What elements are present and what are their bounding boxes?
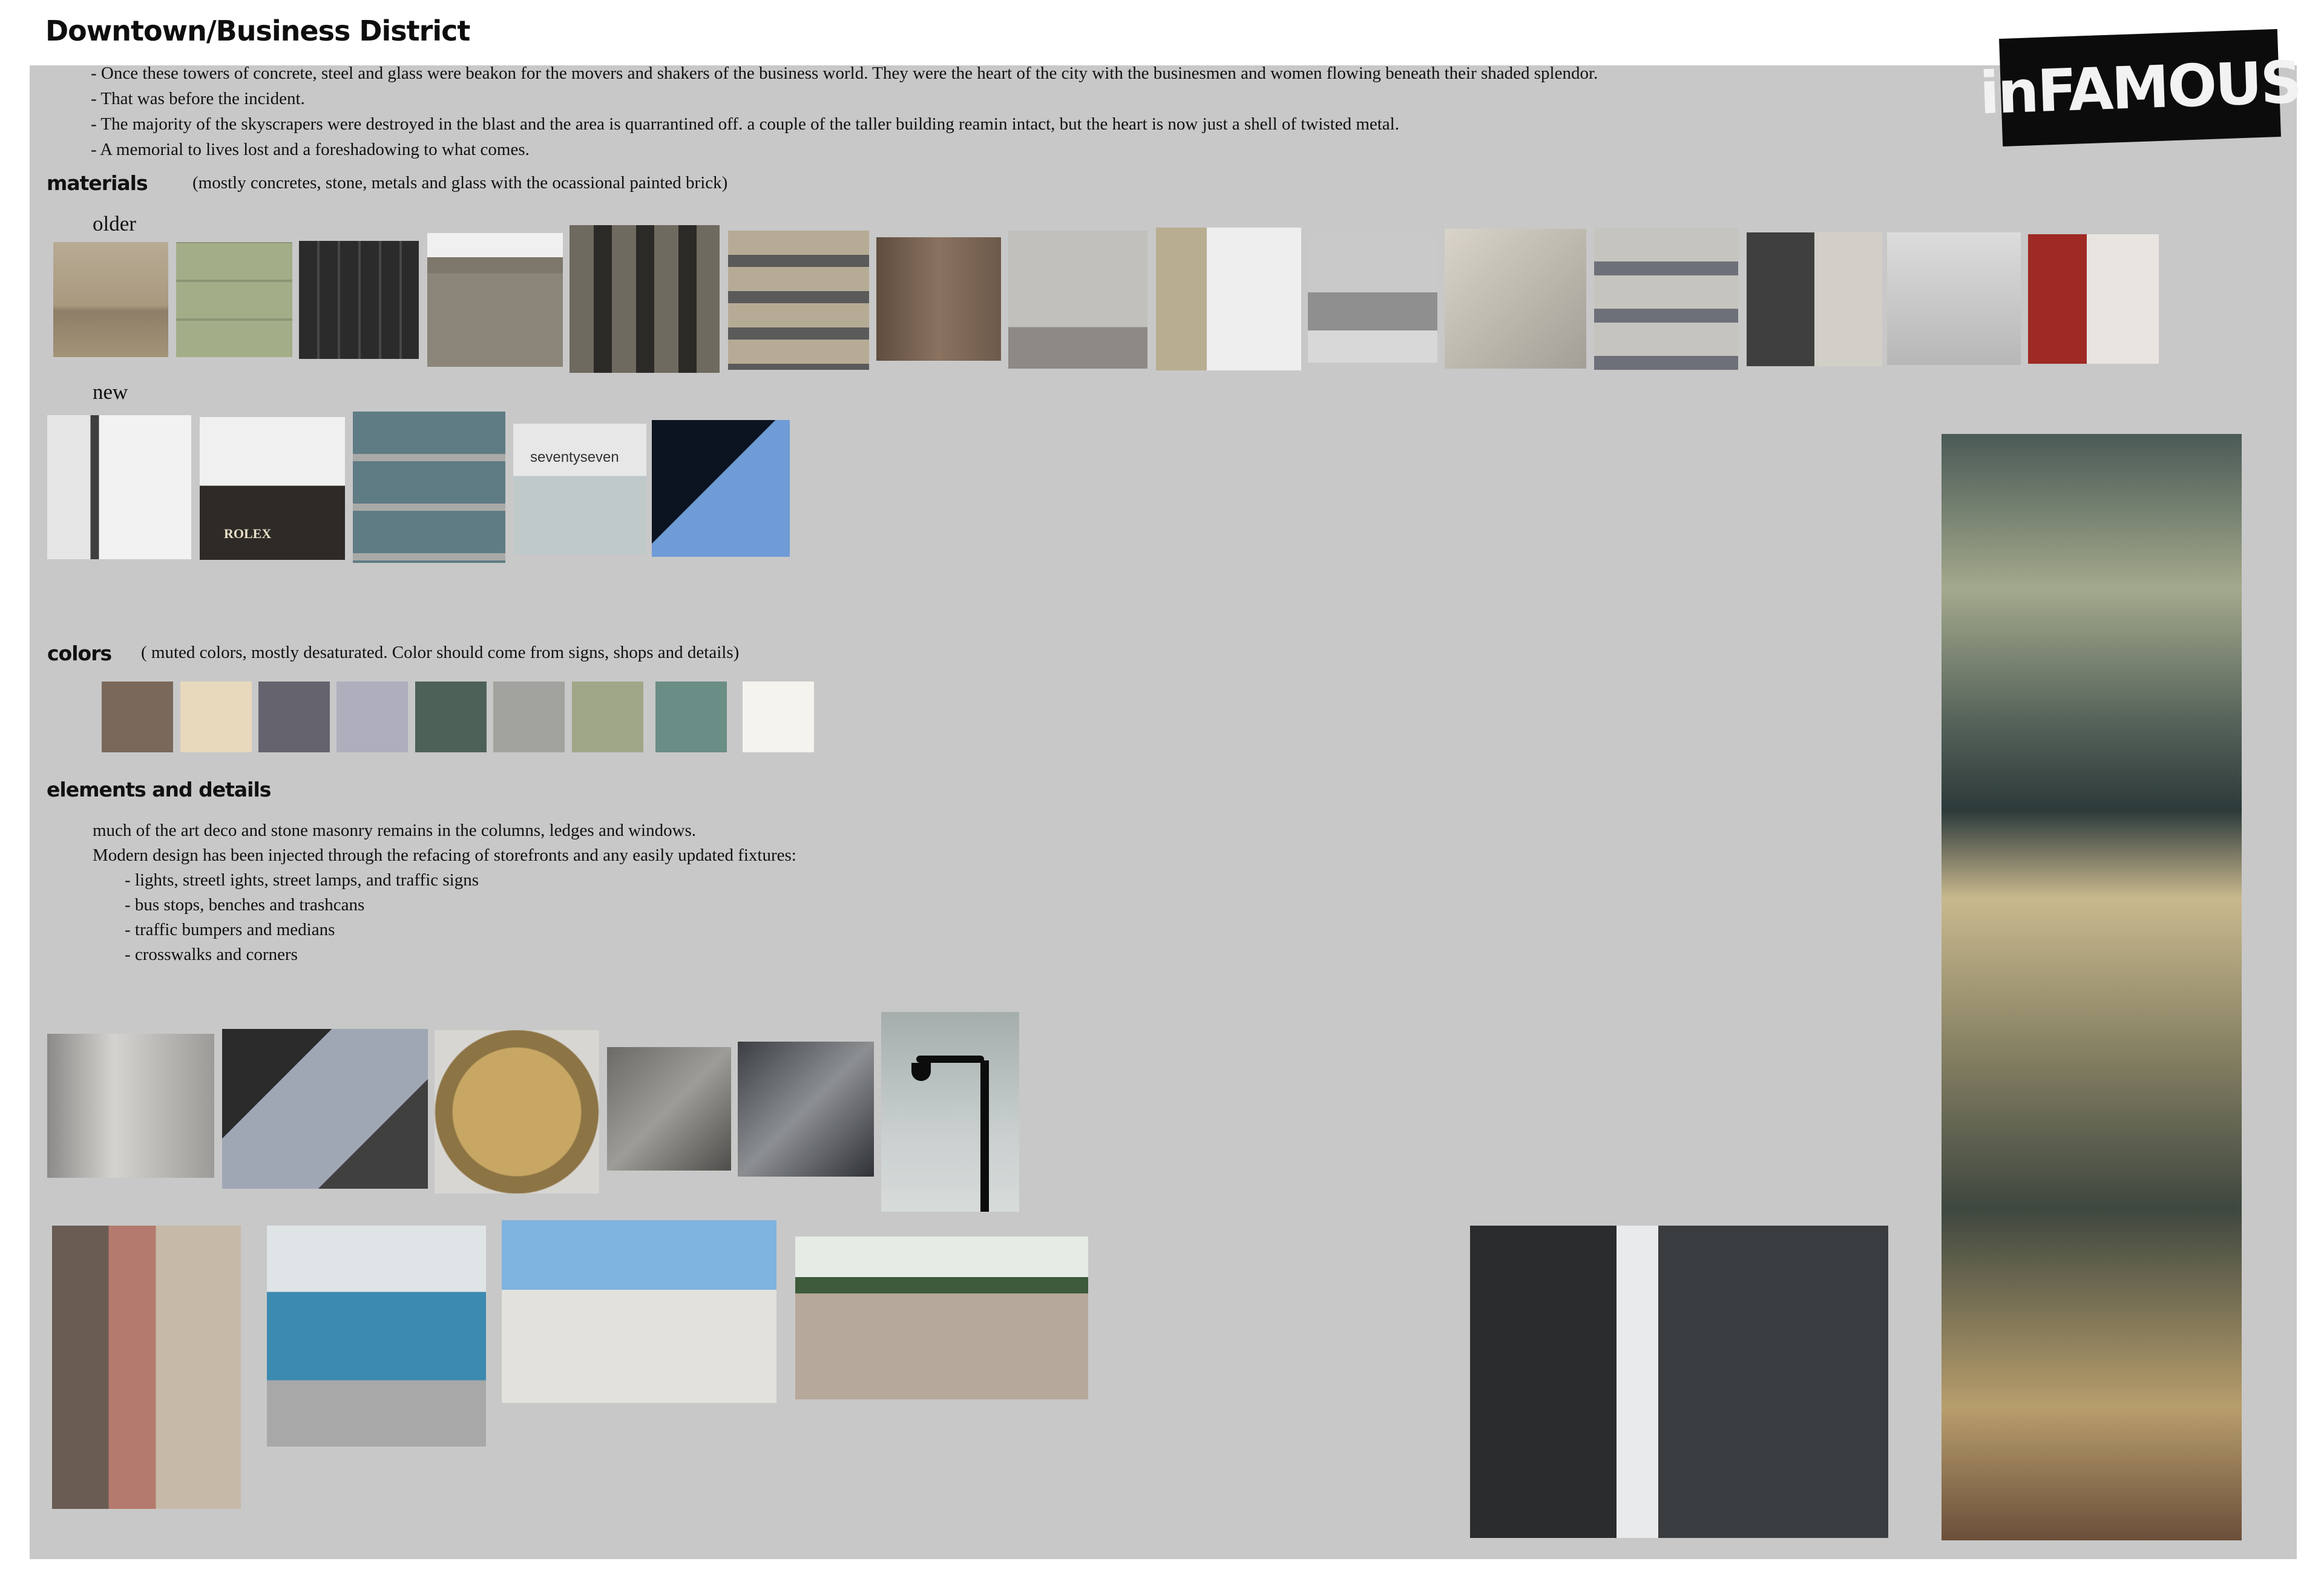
color-swatch xyxy=(572,682,643,752)
material-photo-new xyxy=(652,420,790,557)
intro-bullet: - Once these towers of concrete, steel and glass were beakon for the movers and shakers of the business world. They were the heart of the city with the businesmen and women flowing beneath their shaded splendor. xyxy=(91,64,1598,83)
detail-photo xyxy=(267,1226,486,1447)
material-photo-older xyxy=(1156,228,1301,370)
detail-photo xyxy=(795,1237,1088,1399)
material-photo-older xyxy=(1308,235,1437,363)
material-photo-new xyxy=(353,412,505,563)
elements-text xyxy=(93,818,796,967)
color-swatch xyxy=(336,682,408,752)
city-skyline-photo xyxy=(1942,434,2242,1540)
material-photo-new xyxy=(200,417,345,560)
elements-sub-item: - lights, streetl ights, street lamps, and traffic signs xyxy=(125,870,479,890)
color-swatch xyxy=(415,682,487,752)
intro-bullet: - That was before the incident. xyxy=(91,89,305,108)
seventyseven-sign: seventyseven xyxy=(530,449,619,465)
street-lamp-light xyxy=(911,1063,931,1081)
color-swatch xyxy=(655,682,727,752)
logo-text: inFAMOUS xyxy=(1978,48,2302,128)
elements-heading: elements and details xyxy=(47,778,271,801)
material-photo-older xyxy=(1008,231,1147,369)
materials-heading: materials xyxy=(47,171,148,195)
city-street-photo xyxy=(1470,1226,1888,1538)
detail-photo xyxy=(881,1012,1019,1212)
material-photo-older xyxy=(876,237,1001,361)
new-label: new xyxy=(93,380,128,404)
material-photo-older xyxy=(728,231,869,370)
infamous-logo xyxy=(1978,29,2302,146)
street-lamp-post xyxy=(980,1060,989,1212)
intro-bullet: - A memorial to lives lost and a foreshadowing to what comes. xyxy=(91,140,530,159)
color-swatch xyxy=(102,682,173,752)
color-swatch xyxy=(258,682,330,752)
elements-line: Modern design has been injected through the refacing of storefronts and any easily updated fixtures: xyxy=(93,846,796,865)
detail-photo xyxy=(435,1030,599,1194)
detail-photo xyxy=(607,1047,731,1171)
intro-bullets xyxy=(91,61,1598,162)
detail-photo xyxy=(222,1029,428,1189)
material-photo-new xyxy=(513,424,646,554)
color-swatch xyxy=(180,682,252,752)
elements-line: much of the art deco and stone masonry remains in the columns, ledges and windows. xyxy=(93,821,697,840)
material-photo-new xyxy=(47,415,191,559)
elements-sub-item: - bus stops, benches and trashcans xyxy=(125,895,365,915)
page-title: Downtown/Business District xyxy=(45,15,470,47)
color-swatch xyxy=(743,682,814,752)
elements-sub-item: - crosswalks and corners xyxy=(125,945,298,964)
material-photo-older xyxy=(1887,232,2021,365)
older-label: older xyxy=(93,212,136,235)
detail-photo xyxy=(52,1226,241,1509)
colors-note: ( muted colors, mostly desaturated. Color should come from signs, shops and details) xyxy=(141,643,740,662)
elements-sub-item: - traffic bumpers and medians xyxy=(125,920,335,939)
street-lamp-head xyxy=(916,1056,984,1063)
material-photo-older xyxy=(427,233,563,367)
material-photo-older xyxy=(570,225,720,373)
detail-photo xyxy=(738,1042,874,1177)
intro-bullet: - The majority of the skyscrapers were destroyed in the blast and the area is quarrantined off. a couple of the taller building reamin intact, but the heart is now just a shell of twisted metal. xyxy=(91,114,1399,134)
colors-heading: colors xyxy=(47,642,112,665)
color-swatch xyxy=(493,682,565,752)
material-photo-older xyxy=(299,241,419,359)
detail-photo xyxy=(502,1220,776,1403)
material-photo-older xyxy=(2028,234,2159,364)
material-photo-older xyxy=(176,242,292,357)
material-photo-older xyxy=(1747,232,1882,366)
rolex-sign: ROLEX xyxy=(224,526,272,541)
material-photo-older xyxy=(1445,229,1586,369)
material-photo-older xyxy=(53,242,168,357)
detail-photo xyxy=(47,1034,214,1178)
material-photo-older xyxy=(1594,228,1738,370)
materials-note: (mostly concretes, stone, metals and glass with the ocassional painted brick) xyxy=(192,173,728,192)
